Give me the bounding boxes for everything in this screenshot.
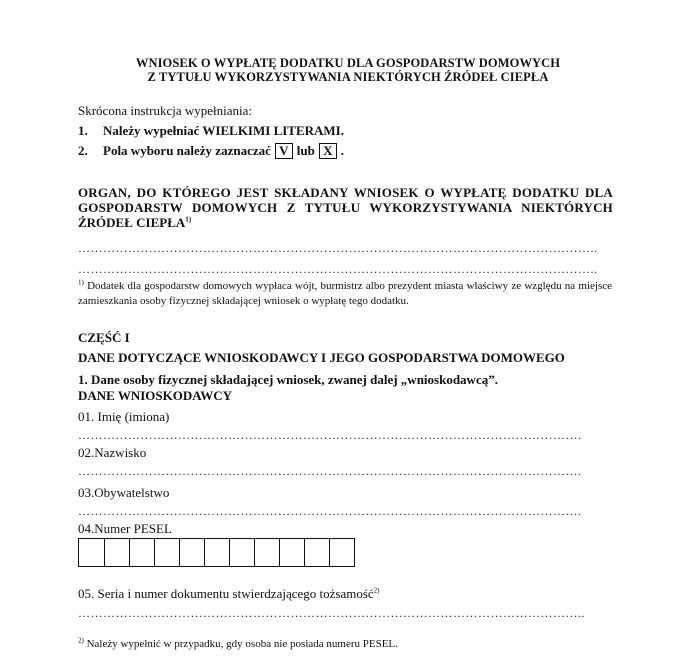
organ-dotted-line-2: …………………………………………………………………………………………………………….. — [78, 262, 598, 276]
pesel-cell[interactable] — [329, 538, 355, 567]
field-01-label: 01. Imię (imiona) — [78, 409, 170, 424]
field-04-label: 04.Numer PESEL — [78, 521, 172, 536]
footnote-2-text: Należy wypełnić w przypadku, gdy osoba nie posiada numeru PESEL. — [86, 638, 398, 650]
checkbox-x-example: X — [319, 143, 336, 159]
field-02-label: 02.Nazwisko — [78, 445, 147, 460]
pesel-cell[interactable] — [254, 538, 280, 567]
field-02-input-line[interactable]: …………………………………………………………………………………………………………. — [78, 464, 582, 478]
field-05-label-text: 05. Seria i numer dokumentu stwierdzającego tożsamość — [78, 586, 374, 601]
footnote-ref-1: 1) — [185, 215, 192, 224]
field-05-input-line[interactable]: ………………………………………………………………………………………………………….. — [78, 606, 585, 620]
organ-heading-line1: ORGAN, DO KTÓREGO JEST SKŁADANY WNIOSEK O WYPŁATĘ DODATKU DLA — [78, 185, 613, 200]
part1-point1: 1. Dane osoby fizycznej składającej wniosek, zwanej dalej „wnioskodawcą”. — [78, 372, 498, 387]
footnote-1-text: Dodatek dla gospodarstw domowych wypłaca wójt, burmistrz albo prezydent miasta właściwy ze względu na miejsce zamieszkania osoby fizycznej składającej wniosek o wypłatę tego dodatku. — [78, 280, 612, 307]
field-01-input-line[interactable]: …………………………………………………………………………………………………………. — [78, 428, 582, 442]
field-05-label — [78, 586, 380, 602]
part1-subheading: DANE DOTYCZĄCE WNIOSKODAWCY I JEGO GOSPODARSTWA DOMOWEGO — [78, 350, 565, 365]
instruction-item-1-number: 1. — [78, 123, 88, 138]
organ-dotted-line-1: …………………………………………………………………………………………………………….. — [78, 241, 598, 255]
pesel-cell[interactable] — [179, 538, 205, 567]
instruction-item-1 — [78, 123, 344, 139]
pesel-cell[interactable] — [204, 538, 230, 567]
field-03-input-line[interactable]: …………………………………………………………………………………………………………. — [78, 504, 582, 518]
instruction-item-2 — [78, 143, 344, 159]
instruction-item-1-text: Należy wypełniać WIELKIMI LITERAMI. — [103, 123, 344, 138]
pesel-cell[interactable] — [279, 538, 305, 567]
organ-heading-line3 — [78, 215, 191, 231]
footnote-2 — [78, 638, 398, 650]
instruction-period: . — [340, 143, 344, 158]
footnote-1-marker: 1) — [78, 278, 84, 287]
instruction-item-2-text: Pola wyboru należy zaznaczać — [103, 143, 271, 158]
organ-heading-line2: GOSPODARSTW DOMOWYCH Z TYTUŁU WYKORZYSTYWANIA NIEKTÓRYCH — [78, 200, 613, 215]
pesel-cell[interactable] — [129, 538, 155, 567]
footnote-2-marker: 2) — [78, 636, 84, 645]
pesel-cell[interactable] — [104, 538, 130, 567]
pesel-grid — [78, 538, 354, 567]
form-title-line1: WNIOSEK O WYPŁATĘ DODATKU DLA GOSPODARSTW DOMOWYCH — [135, 56, 561, 70]
pesel-cell[interactable] — [229, 538, 255, 567]
applicant-data-heading: DANE WNIOSKODAWCY — [78, 388, 232, 403]
organ-heading-line3-text: ŹRÓDEŁ CIEPŁA — [78, 215, 186, 230]
pesel-cell[interactable] — [304, 538, 330, 567]
pesel-cell[interactable] — [154, 538, 180, 567]
instructions-heading: Skrócona instrukcja wypełniania: — [78, 103, 253, 118]
footnote-ref-2: 2) — [373, 586, 380, 595]
field-03-label: 03.Obywatelstwo — [78, 485, 170, 500]
part1-heading: CZĘŚĆ I — [78, 330, 130, 345]
pesel-cell[interactable] — [78, 538, 105, 567]
form-title-line2: Z TYTUŁU WYKORZYSTYWANIA NIEKTÓRYCH ŹRÓDEŁ CIEPŁA — [147, 70, 549, 84]
checkbox-v-example: V — [275, 143, 292, 159]
lub-text: lub — [296, 143, 315, 158]
footnote-1 — [78, 279, 612, 309]
instruction-item-2-number: 2. — [78, 143, 88, 158]
